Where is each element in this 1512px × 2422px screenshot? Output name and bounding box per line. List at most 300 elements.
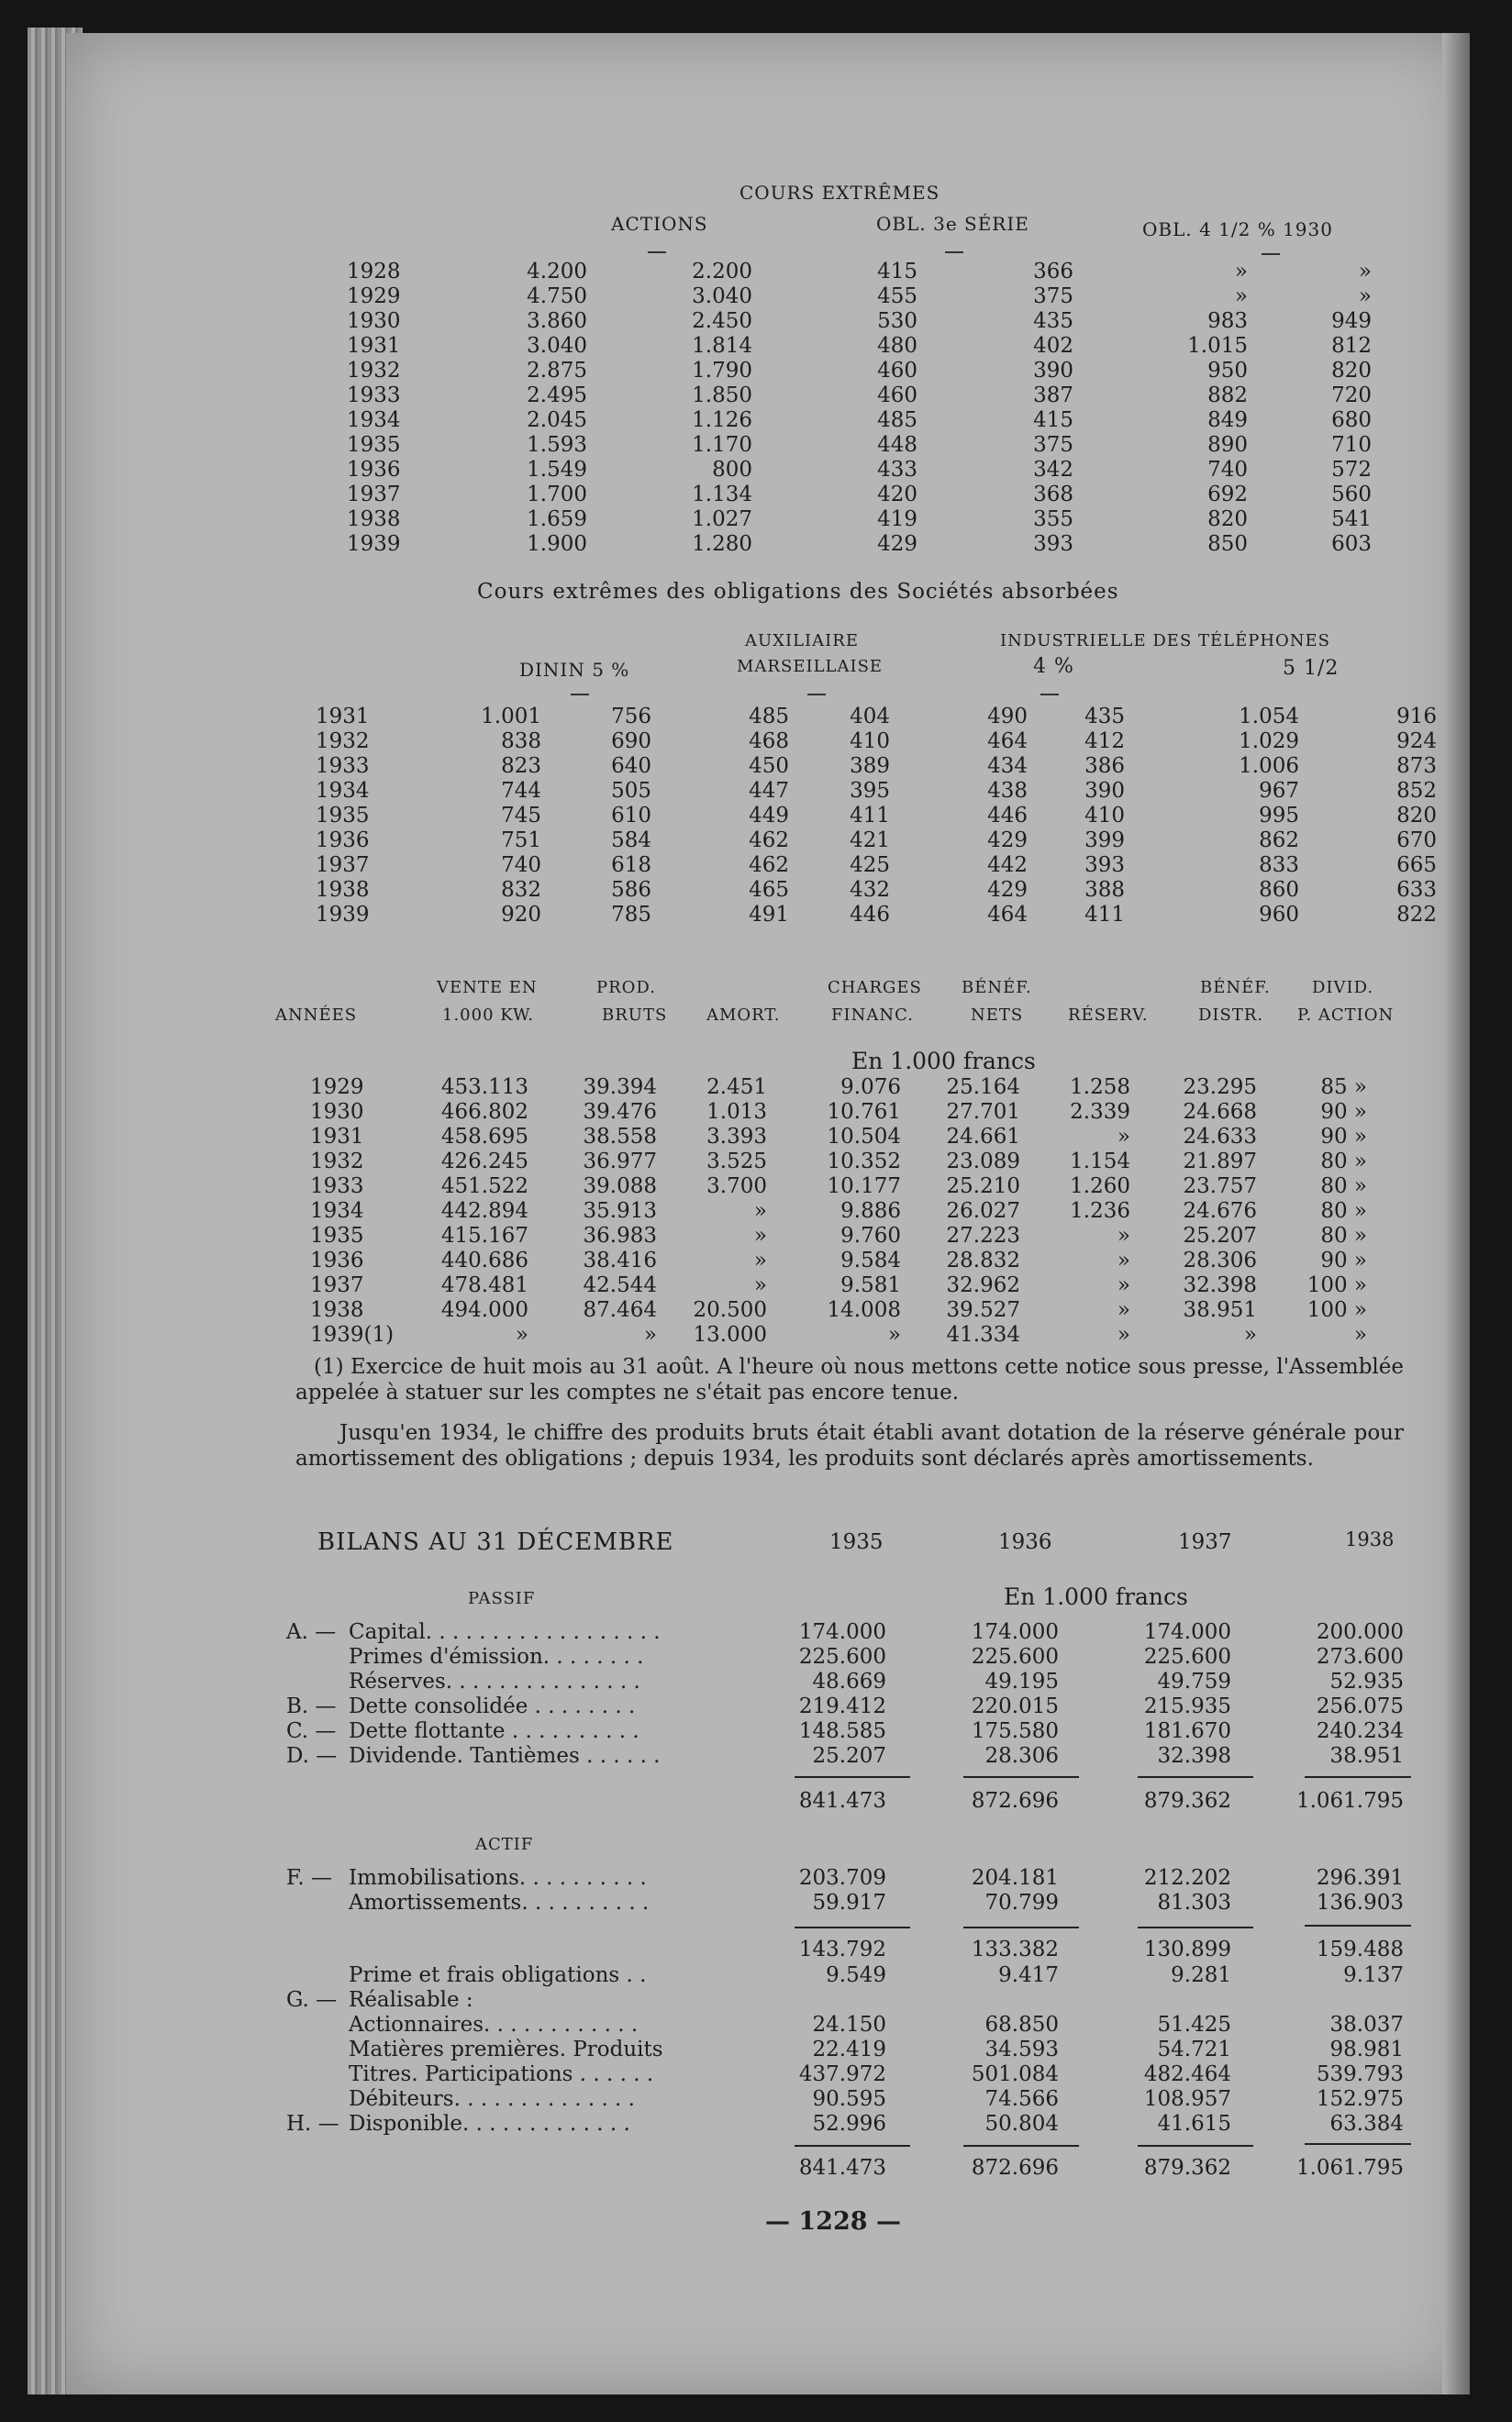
- table-cell: 411: [850, 804, 890, 828]
- table-cell: 24.633: [1183, 1125, 1257, 1149]
- table-row: [316, 804, 1437, 828]
- table-cell: 393: [1033, 532, 1073, 556]
- table-cell: 68.850: [984, 2013, 1059, 2037]
- table-cell: 27.223: [946, 1224, 1020, 1248]
- table-cell: Amortissements. . . . . . . . . .: [349, 1891, 650, 1915]
- table-cell: 1.015: [1187, 334, 1248, 358]
- table-cell: Capital. . . . . . . . . . . . . . . . . .: [349, 1620, 661, 1644]
- total-cell: 133.382: [971, 1938, 1059, 1961]
- table-cell: 25.164: [946, 1075, 1020, 1099]
- table-row: [310, 1075, 1367, 1100]
- table-cell: 692: [1207, 483, 1248, 506]
- year-1938: 1938: [1345, 1528, 1395, 1550]
- spacer: [286, 2156, 734, 2181]
- table-cell: »: [887, 1323, 901, 1347]
- absorbees-title: Cours extrêmes des obligations des Sociétés absorbées: [477, 580, 1119, 604]
- table-cell: 181.670: [1143, 1719, 1231, 1743]
- bilans-title: BILANS AU 31 DÉCEMBRE: [317, 1528, 674, 1556]
- table-cell: 665: [1396, 853, 1437, 877]
- dash: [571, 694, 589, 695]
- table-cell: 204.181: [971, 1866, 1059, 1890]
- table-cell: 175.580: [971, 1719, 1059, 1743]
- passif-label: PASSIF: [468, 1589, 536, 1608]
- table-cell: 453.113: [440, 1075, 528, 1099]
- table-cell: 447: [749, 779, 789, 803]
- table-cell: 710: [1331, 433, 1372, 457]
- table-cell: 740: [1207, 458, 1248, 482]
- total-cell: 872.696: [971, 2156, 1059, 2180]
- table-cell: 24.668: [1183, 1100, 1257, 1124]
- table-cell: 690: [611, 729, 651, 753]
- table-cell: 1.054: [1239, 705, 1299, 728]
- actif-total: [286, 2156, 1404, 2181]
- table-cell: 14.008: [827, 1298, 901, 1322]
- table-row: [310, 1273, 1367, 1298]
- table-cell: 38.558: [583, 1125, 657, 1149]
- page-right-edge: [1442, 33, 1470, 2394]
- table-row: [347, 260, 1372, 284]
- table-row: [347, 383, 1372, 408]
- table-cell: 90 »: [1320, 1249, 1367, 1272]
- total-row: [286, 1789, 1404, 1814]
- table-cell: 390: [1033, 359, 1073, 383]
- table-cell: 50.804: [984, 2112, 1059, 2136]
- table-cell: 2.450: [692, 309, 752, 333]
- table-cell: 823: [501, 754, 541, 778]
- table-row: [316, 754, 1437, 779]
- table-cell: C. —: [286, 1719, 337, 1743]
- table-cell: 174.000: [798, 1620, 886, 1644]
- table-cell: 41.615: [1157, 2112, 1231, 2136]
- table-cell: 59.917: [812, 1891, 886, 1915]
- table-cell: 451.522: [440, 1174, 528, 1198]
- table-cell: 3.700: [706, 1174, 767, 1198]
- passif-total: [286, 1789, 1404, 1814]
- table-cell: Réalisable :: [349, 1988, 473, 2012]
- total-cell: 130.899: [1143, 1938, 1231, 1961]
- table-cell: 1.814: [692, 334, 752, 358]
- table-row: [347, 507, 1372, 532]
- table-cell: 220.015: [971, 1694, 1059, 1718]
- rule: [1138, 1927, 1253, 1928]
- h-charges1: CHARGES: [828, 978, 922, 997]
- h-prod2: BRUTS: [602, 1005, 668, 1025]
- table-cell: 426.245: [440, 1150, 528, 1173]
- table-cell: 404: [850, 705, 890, 728]
- dash: [648, 251, 666, 253]
- table-cell: 1.280: [692, 532, 752, 556]
- table-cell: 3.393: [706, 1125, 767, 1149]
- table-cell: 415: [1033, 408, 1073, 432]
- table-cell: Dette flottante . . . . . . . . . .: [349, 1719, 639, 1743]
- total-row: [286, 1938, 1404, 1962]
- table-cell: 375: [1033, 433, 1073, 457]
- table-cell: 458.695: [440, 1125, 528, 1149]
- table-cell: 1930: [347, 309, 401, 333]
- table-cell: 505: [611, 779, 651, 803]
- table-cell: 603: [1331, 532, 1372, 556]
- table-cell: 1932: [310, 1150, 364, 1173]
- table-cell: 462: [749, 828, 789, 852]
- absorbees-table: [316, 705, 1437, 928]
- table-cell: 442.894: [440, 1199, 528, 1223]
- table-cell: 39.527: [946, 1298, 1020, 1322]
- table-cell: H. —: [286, 2112, 339, 2136]
- table-cell: 38.951: [1183, 1298, 1257, 1322]
- total-cell: 879.362: [1143, 1789, 1231, 1813]
- table-cell: »: [1117, 1273, 1130, 1297]
- table-row: [310, 1323, 1367, 1348]
- table-cell: [286, 1963, 349, 1988]
- table-cell: »: [643, 1323, 657, 1347]
- table-cell: 1933: [347, 383, 401, 407]
- table-cell: 882: [1207, 383, 1248, 407]
- table-cell: 751: [501, 828, 541, 852]
- table-cell: 3.040: [692, 284, 752, 308]
- table-cell: 219.412: [798, 1694, 886, 1718]
- table-cell: 820: [1331, 359, 1372, 383]
- table-cell: 296.391: [1316, 1866, 1404, 1890]
- table-cell: Matières premières. Produits: [349, 2038, 663, 2061]
- table-cell: 9.886: [840, 1199, 901, 1223]
- h-charges2: FINANC.: [831, 1005, 914, 1025]
- table-cell: 740: [501, 853, 541, 877]
- dash: [945, 251, 963, 253]
- table-row: [347, 309, 1372, 334]
- table-cell: »: [1358, 284, 1372, 308]
- table-cell: [286, 2013, 349, 2038]
- actif-immobilisations: [286, 1866, 1404, 1916]
- table-cell: 924: [1396, 729, 1437, 753]
- table-cell: 36.977: [583, 1150, 657, 1173]
- table-cell: »: [1117, 1224, 1130, 1248]
- table-cell: 2.200: [692, 260, 752, 283]
- table-cell: 1938: [310, 1298, 364, 1322]
- table-cell: 1933: [310, 1174, 364, 1198]
- table-cell: 1939(1): [310, 1323, 395, 1347]
- dash: [1040, 694, 1059, 695]
- table-cell: 366: [1033, 260, 1073, 283]
- table-cell: 108.957: [1143, 2087, 1231, 2111]
- table-cell: 41.334: [946, 1323, 1020, 1347]
- table-cell: 2.875: [527, 359, 587, 383]
- table-cell: 240.234: [1316, 1719, 1404, 1743]
- table-cell: 3.040: [527, 334, 587, 358]
- table-cell: 9.760: [840, 1224, 901, 1248]
- table-cell: 1.790: [692, 359, 752, 383]
- table-cell: 1937: [310, 1273, 364, 1297]
- total-cell: 1.061.795: [1295, 2156, 1404, 2180]
- table-cell: 81.303: [1157, 1891, 1231, 1915]
- table-cell: »: [1234, 260, 1248, 283]
- table-row: [286, 1988, 1404, 2013]
- table-cell: 960: [1259, 903, 1299, 927]
- h-annees: ANNÉES: [275, 1005, 358, 1025]
- table-cell: A. —: [286, 1620, 337, 1644]
- table-cell: 375: [1033, 284, 1073, 308]
- table-cell: 429: [987, 828, 1028, 852]
- table-row: [286, 1620, 1404, 1645]
- table-cell: 1930: [310, 1100, 364, 1124]
- rule: [1138, 1776, 1253, 1778]
- h-reserv: RÉSERV.: [1068, 1005, 1149, 1025]
- table-cell: 38.416: [583, 1249, 657, 1272]
- table-cell: 20.500: [693, 1298, 767, 1322]
- spacer: [286, 1938, 734, 1962]
- table-cell: 32.398: [1183, 1273, 1257, 1297]
- table-cell: 225.600: [971, 1645, 1059, 1669]
- table-cell: 850: [1207, 532, 1248, 556]
- table-cell: 25.207: [1183, 1224, 1257, 1248]
- table-row: [316, 903, 1437, 928]
- h-benef1: BÉNÉF.: [962, 978, 1032, 997]
- table-cell: 1.850: [692, 383, 752, 407]
- total-cell: 872.696: [971, 1789, 1059, 1813]
- table-cell: 32.398: [1157, 1744, 1231, 1768]
- table-cell: 3.860: [527, 309, 587, 333]
- table-cell: 1928: [347, 260, 401, 283]
- table-cell: 35.913: [583, 1199, 657, 1223]
- table-cell: 1.134: [692, 483, 752, 506]
- table-cell: 24.676: [1183, 1199, 1257, 1223]
- table-cell: 449: [749, 804, 789, 828]
- year-1936: 1936: [998, 1530, 1052, 1554]
- table-cell: 90 »: [1320, 1100, 1367, 1124]
- header-actions: ACTIONS: [611, 213, 708, 235]
- table-cell: 1935: [310, 1224, 364, 1248]
- year-1937: 1937: [1178, 1530, 1232, 1554]
- actif-label: ACTIF: [475, 1835, 534, 1854]
- table-cell: 442: [987, 853, 1028, 877]
- table-cell: [286, 1670, 349, 1694]
- total-cell: 143.792: [798, 1938, 886, 1961]
- table-cell: D. —: [286, 1744, 338, 1768]
- table-cell: Titres. Participations . . . . . .: [349, 2062, 654, 2086]
- table-cell: 90.595: [812, 2087, 886, 2111]
- table-cell: 1932: [316, 729, 370, 753]
- table-cell: Primes d'émission. . . . . . . .: [349, 1645, 644, 1669]
- table-cell: 212.202: [1143, 1866, 1231, 1890]
- table-row: [286, 1645, 1404, 1670]
- table-cell: 23.089: [946, 1150, 1020, 1173]
- table-cell: [286, 1645, 349, 1670]
- table-cell: 28.306: [984, 1744, 1059, 1768]
- table-cell: 1.029: [1239, 729, 1299, 753]
- table-cell: [1059, 1988, 1231, 2013]
- table-cell: 225.600: [798, 1645, 886, 1669]
- table-cell: 820: [1207, 507, 1248, 531]
- table-cell: 1931: [347, 334, 401, 358]
- table-cell: Réserves. . . . . . . . . . . . . . .: [349, 1670, 640, 1694]
- table-cell: 1.154: [1070, 1150, 1130, 1173]
- table-cell: 48.669: [812, 1670, 886, 1694]
- table-row: [286, 1719, 1404, 1744]
- table-cell: 465: [749, 878, 789, 902]
- table-cell: 448: [877, 433, 917, 457]
- table-row: [286, 1744, 1404, 1769]
- resultats-table: [310, 1075, 1367, 1348]
- table-cell: 800: [712, 458, 752, 482]
- rule: [795, 2145, 910, 2147]
- total-cell: 159.488: [1316, 1938, 1404, 1961]
- header-ind-b: 5 1/2: [1283, 657, 1340, 680]
- table-cell: »: [753, 1273, 767, 1297]
- h-distr2: DISTR.: [1198, 1005, 1264, 1025]
- table-cell: 838: [501, 729, 541, 753]
- table-cell: 368: [1033, 483, 1073, 506]
- table-row: [310, 1150, 1367, 1174]
- table-cell: 1939: [347, 532, 401, 556]
- table-cell: 13.000: [693, 1323, 767, 1347]
- table-row: [316, 828, 1437, 853]
- table-cell: 1.001: [481, 705, 541, 728]
- table-row: [316, 853, 1437, 878]
- table-cell: 9.417: [998, 1963, 1059, 1987]
- table-cell: 822: [1396, 903, 1437, 927]
- table-cell: 256.075: [1316, 1694, 1404, 1718]
- rule: [795, 1776, 910, 1778]
- table-cell: 215.935: [1143, 1694, 1231, 1718]
- table-cell: 1933: [316, 754, 370, 778]
- table-cell: 482.464: [1143, 2062, 1231, 2086]
- table-cell: [886, 1988, 1059, 2013]
- total-cell: 841.473: [798, 1789, 886, 1813]
- table-cell: 399: [1084, 828, 1125, 852]
- table-row: [286, 2112, 1404, 2137]
- table-cell: 1.013: [706, 1100, 767, 1124]
- table-row: [347, 334, 1372, 359]
- table-cell: 618: [611, 853, 651, 877]
- passif-table: [286, 1620, 1404, 1769]
- table-cell: 478.481: [440, 1273, 528, 1297]
- total-cell: 841.473: [798, 2156, 886, 2180]
- table-cell: 480: [877, 334, 917, 358]
- table-cell: Actionnaires. . . . . . . . . . . .: [349, 2013, 639, 2037]
- table-cell: 90 »: [1320, 1125, 1367, 1149]
- bilans-unit: En 1.000 francs: [1004, 1583, 1188, 1610]
- table-cell: 1936: [316, 828, 370, 852]
- table-row: [286, 2013, 1404, 2038]
- header-obl4: OBL. 4 1/2 % 1930: [1142, 218, 1333, 240]
- header-aux1: AUXILIAIRE: [745, 631, 859, 650]
- table-cell: 852: [1396, 779, 1437, 803]
- table-cell: Immobilisations. . . . . . . . . .: [349, 1866, 647, 1890]
- table-row: [347, 284, 1372, 309]
- table-cell: 1936: [347, 458, 401, 482]
- table-cell: 466.802: [440, 1100, 528, 1124]
- table-cell: 9.076: [840, 1075, 901, 1099]
- table-cell: 419: [877, 507, 917, 531]
- table-cell: 1938: [347, 507, 401, 531]
- table-cell: 63.384: [1329, 2112, 1404, 2136]
- table-cell: 25.210: [946, 1174, 1020, 1198]
- year-1935: 1935: [829, 1530, 884, 1554]
- table-row: [286, 1866, 1404, 1891]
- dash: [807, 694, 826, 695]
- table-cell: 756: [611, 705, 651, 728]
- table-cell: 9.584: [840, 1249, 901, 1272]
- table-cell: F. —: [286, 1866, 332, 1890]
- table-cell: 28.306: [1183, 1249, 1257, 1272]
- table-cell: 950: [1207, 359, 1248, 383]
- table-cell: 633: [1396, 878, 1437, 902]
- table-row: [347, 483, 1372, 507]
- table-cell: 873: [1396, 754, 1437, 778]
- table-row: [310, 1199, 1367, 1224]
- table-cell: 820: [1396, 804, 1437, 828]
- table-cell: Dette consolidée . . . . . . . .: [349, 1694, 636, 1718]
- table-cell: 355: [1033, 507, 1073, 531]
- table-row: [310, 1125, 1367, 1150]
- table-cell: 225.600: [1143, 1645, 1231, 1669]
- table-cell: 28.832: [946, 1249, 1020, 1272]
- table-cell: 1935: [316, 804, 370, 828]
- table-cell: »: [1117, 1298, 1130, 1322]
- table-cell: 530: [877, 309, 917, 333]
- header-ind1: INDUSTRIELLE DES TÉLÉPHONES: [1000, 631, 1331, 650]
- table-cell: 670: [1396, 828, 1437, 852]
- table-cell: 916: [1396, 705, 1437, 728]
- table-cell: 1.549: [527, 458, 587, 482]
- table-row: [347, 458, 1372, 483]
- table-row: [286, 2087, 1404, 2112]
- page-number: — 1228 —: [765, 2207, 901, 2236]
- table-cell: 342: [1033, 458, 1073, 482]
- table-cell: 446: [850, 903, 890, 927]
- total-cell: 879.362: [1143, 2156, 1231, 2180]
- table-cell: 39.476: [583, 1100, 657, 1124]
- table-cell: 24.661: [946, 1125, 1020, 1149]
- table-cell: 967: [1259, 779, 1299, 803]
- table-cell: 52.996: [812, 2112, 886, 2136]
- table-cell: 1.170: [692, 433, 752, 457]
- table-cell: 1934: [310, 1199, 364, 1223]
- table-cell: 572: [1331, 458, 1372, 482]
- table-cell: 1.006: [1239, 754, 1299, 778]
- table-cell: 203.709: [798, 1866, 886, 1890]
- table-row: [286, 2038, 1404, 2062]
- table-cell: G. —: [286, 1988, 338, 2012]
- table-cell: 464: [987, 903, 1028, 927]
- table-row: [286, 1891, 1404, 1916]
- rule: [1138, 2145, 1253, 2147]
- results-unit: En 1.000 francs: [851, 1048, 1036, 1074]
- table-cell: 464: [987, 729, 1028, 753]
- table-cell: 1.126: [692, 408, 752, 432]
- table-cell: 1.593: [527, 433, 587, 457]
- table-cell: 23.295: [1183, 1075, 1257, 1099]
- table-cell: 402: [1033, 334, 1073, 358]
- table-row: [286, 1963, 1404, 1988]
- table-cell: 3.525: [706, 1150, 767, 1173]
- table-cell: 200.000: [1316, 1620, 1404, 1644]
- table-cell: 38.951: [1329, 1744, 1404, 1768]
- spacer: [286, 1789, 734, 1814]
- table-cell: 174.000: [1143, 1620, 1231, 1644]
- table-row: [316, 779, 1437, 804]
- table-cell: 38.037: [1329, 2013, 1404, 2037]
- table-cell: 152.975: [1316, 2087, 1404, 2111]
- table-cell: 421: [850, 828, 890, 852]
- table-cell: 9.549: [826, 1963, 886, 1987]
- table-cell: 387: [1033, 383, 1073, 407]
- table-cell: 25.207: [812, 1744, 886, 1768]
- table-cell: 4.200: [527, 260, 587, 283]
- h-distr1: BÉNÉF.: [1200, 978, 1271, 997]
- table-cell: 100 »: [1306, 1298, 1367, 1322]
- table-cell: 9.137: [1343, 1963, 1404, 1987]
- table-cell: 80 »: [1320, 1174, 1367, 1198]
